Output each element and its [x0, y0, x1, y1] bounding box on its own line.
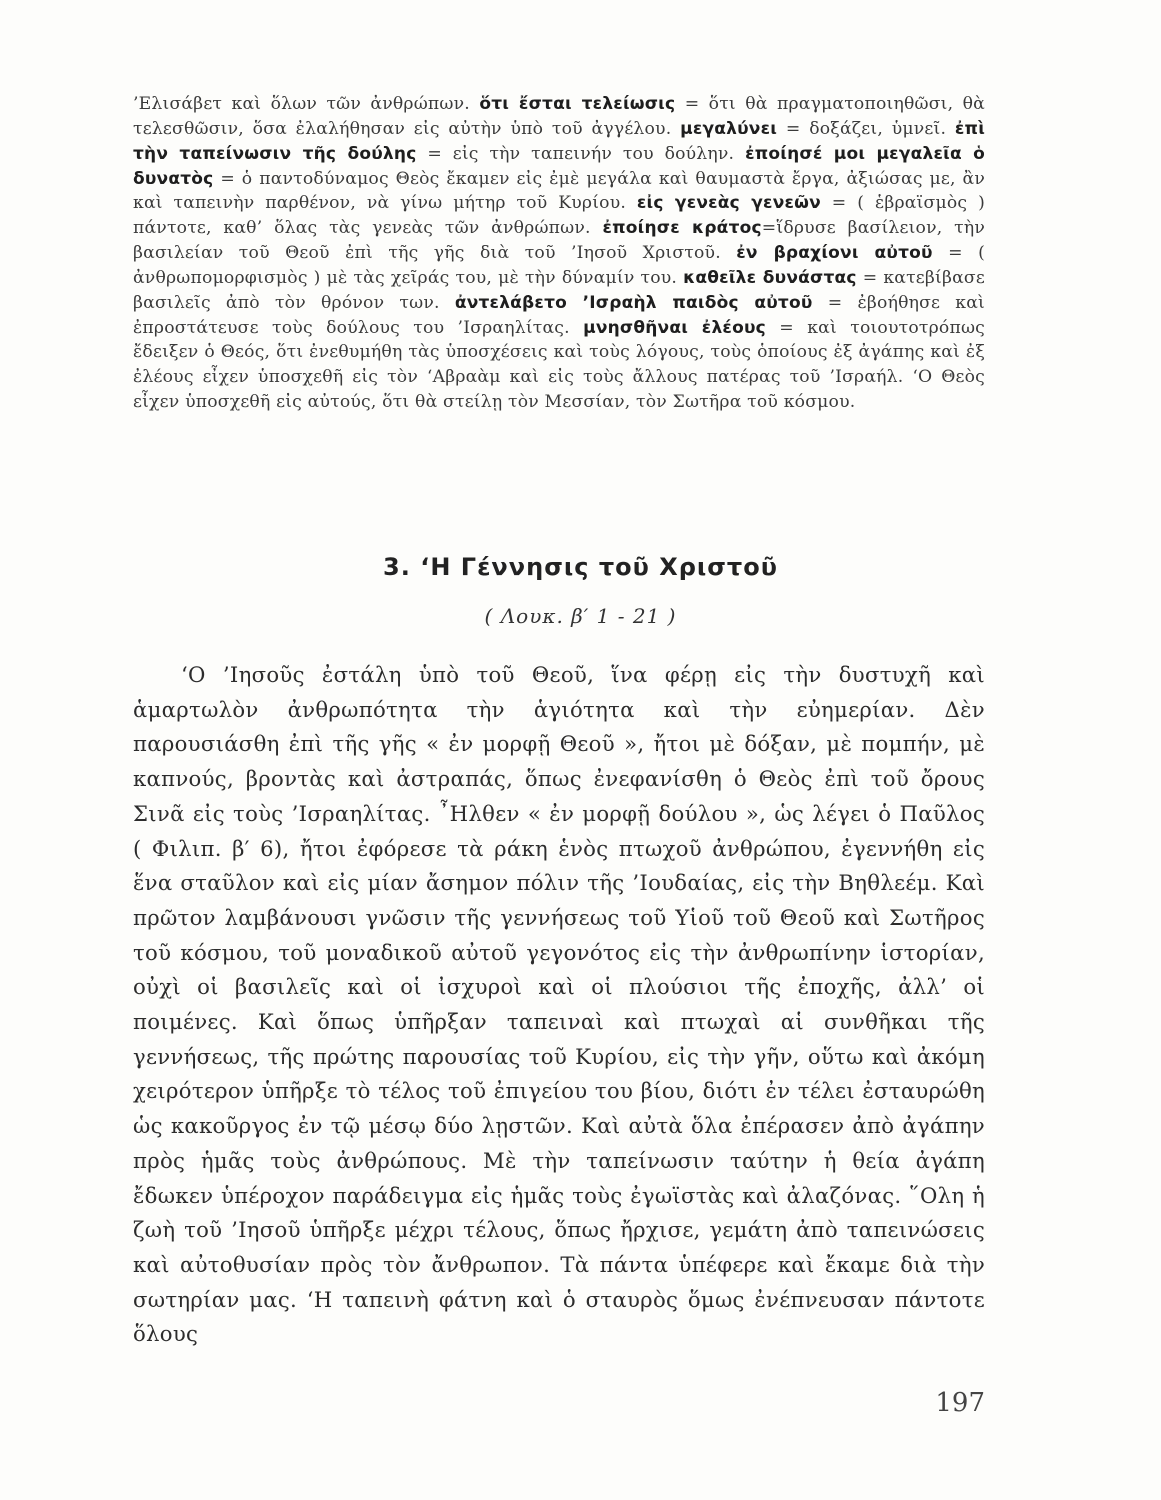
commentary-paragraph	[133, 92, 985, 415]
commentary-text: =ἵδρυσε βασίλειον, τὴν βασιλείαν τοῦ Θεοῦ ἐπὶ τῆς γῆς διὰ τοῦ ’Ιησοῦ Χριστοῦ.	[133, 218, 985, 264]
commentary-term: εἰς γενεὰς γενεῶν	[636, 193, 821, 214]
section-heading: 3. ‘Η Γέννησις τοῦ Χριστοῦ	[383, 553, 778, 581]
commentary-text: = ( ἑβραϊσμὸς ) πάντοτε, καθ’ ὅλας τὰς γενεὰς τῶν ἀνθρώπων.	[133, 193, 985, 239]
commentary-term: ἐποίησε κράτος	[602, 218, 762, 239]
commentary-term: καθεῖλε δυνάστας	[683, 267, 857, 288]
commentary-text: = καὶ τοιουτοτρόπως ἔδειξεν ὁ Θεός, ὅτι ἐνεθυμήθη τὰς ὑποσχέσεις καὶ τοὺς λόγους, τοὺς ὁποίους ἐξ ἀγάπης καὶ ἐξ ἐλέους εἶχεν ὑποσχεθῆ εἰς τὸν ‘Αβραὰμ καὶ εἰς τοὺς ἄλλους πατέρας τοῦ ’Ισραήλ. ‘Ο Θεὸς εἶχεν ὑποσχεθῆ εἰς αὐτούς, ὅτι θὰ στείλῃ τὸν Μεσσίαν, τὸν Σωτῆρα τοῦ κόσμου.	[133, 317, 985, 413]
commentary-text: = δοξάζει, ὑμνεῖ.	[785, 118, 947, 139]
scripture-reference: ( Λουκ. β′ 1 - 21 )	[484, 604, 677, 628]
commentary-text: = κατεβίβασε βασιλεῖς ἀπὸ τὸν θρόνον των.	[133, 267, 985, 313]
commentary-term: ἐποίησέ μοι μεγαλεῖα ὁ δυνατὸς	[133, 143, 985, 189]
commentary-term: ἐπὶ τὴν ταπείνωσιν τῆς δούλης	[133, 118, 986, 164]
main-paragraph: ‘Ο ’Ιησοῦς ἐστάλη ὑπὸ τοῦ Θεοῦ, ἵνα φέρῃ εἰς τὴν δυστυχῆ καὶ ἁμαρτωλὸν ἀνθρωπότητα τὴν ἁγιότητα καὶ τὴν εὐημερίαν. Δὲν παρουσιάσθη ἐπὶ τῆς γῆς « ἐν μορφῇ Θεοῦ », ἤτοι μὲ δόξαν, μὲ πομπήν, μὲ καπνούς, βροντὰς καὶ ἀστραπάς, ὅπως ἐνεφανίσθη ὁ Θεὸς ἐπὶ τοῦ ὄρους Σινᾶ εἰς τοὺς ’Ισραηλίτας. ῏Ηλθεν « ἐν μορφῇ δούλου », ὡς λέγει ὁ Παῦλος ( Φιλιπ. β′ 6), ἤτοι ἐφόρεσε τὰ ράκη ἑνὸς πτωχοῦ ἀνθρώπου, ἐγεννήθη εἰς ἕνα σταῦλον καὶ εἰς μίαν ἄσημον πόλιν τῆς ’Ιουδαίας, εἰς τὴν Βηθλεέμ. Καὶ πρῶτον λαμβάνουσι γνῶσιν τῆς γεννήσεως τοῦ Υἱοῦ τοῦ Θεοῦ καὶ Σωτῆρος τοῦ κόσμου, τοῦ μοναδικοῦ αὐτοῦ γεγονότος εἰς τὴν ἀνθρωπίνην ἱστορίαν, οὐχὶ οἱ βασιλεῖς καὶ οἱ ἰσχυροὶ καὶ οἱ πλούσιοι τῆς ἐποχῆς, ἀλλ’ οἱ ποιμένες. Καὶ ὅπως ὑπῆρξαν ταπειναὶ καὶ πτωχαὶ αἱ συνθῆκαι τῆς γεννήσεως, τῆς πρώτης παρουσίας τοῦ Κυρίου, εἰς τὴν γῆν, οὕτω καὶ ἀκόμη χειρότερον ὑπῆρξε τὸ τέλος τοῦ ἐπιγείου του βίου, διότι ἐν τέλει ἐσταυρώθη ὡς κακοῦργος ἐν τῷ μέσῳ δύο λῃστῶν. Καὶ αὐτὰ ὅλα ἐπέρασεν ἀπὸ ἀγάπην πρὸς ἡμᾶς τοὺς ἀνθρώπους. Μὲ τὴν ταπείνωσιν ταύτην ἡ θεία ἀγάπη ἔδωκεν ὑπέροχον παράδειγμα εἰς ἡμᾶς τοὺς ἐγωϊστὰς καὶ ἀλαζόνας. ῞Ολη ἡ ζωὴ τοῦ ’Ιησοῦ ὑπῆρξε μέχρι τέλους, ὅπως ἤρχισε, γεμάτη ἀπὸ ταπεινώσεις καὶ αὐτοθυσίαν πρὸς τὸν ἄνθρωπον. Τὰ πάντα ὑπέφερε καὶ ἔκαμε διὰ τὴν σωτηρίαν μας. ‘Η ταπεινὴ φάτνη καὶ ὁ σταυρὸς ὅμως ἐνέπνευσαν πάντοτε ὅλους	[133, 662, 985, 1347]
commentary-text: = ἐβοήθησε καὶ ἐπροστάτευσε τοὺς δούλους του ’Ισραηλίτας.	[133, 292, 985, 338]
commentary-term: ὅτι ἔσται τελείωσις	[479, 94, 676, 114]
commentary-text: ’Ελισάβετ καὶ ὅλων τῶν ἀνθρώπων.	[133, 94, 470, 114]
commentary-text: = ( ἀνθρωπομορφισμὸς ) μὲ τὰς χεῖράς του, μὲ τὴν δύναμίν του.	[133, 243, 986, 288]
page-number: 197	[935, 1388, 985, 1418]
commentary-term: μεγαλύνει	[680, 118, 778, 139]
commentary-text: = ὁ παντοδύναμος Θεὸς ἔκαμεν εἰς ἐμὲ μεγάλα καὶ θαυμαστὰ ἔργα, ἀξιώσας με, ἂν καὶ ταπεινὴν παρθένον, νὰ γίνω μήτηρ τοῦ Κυρίου.	[133, 168, 985, 214]
commentary-text: = ὅτι θὰ πραγματοποιηθῶσι, θὰ τελεσθῶσιν, ὅσα ἐλαλήθησαν εἰς αὐτὴν ὑπὸ τοῦ ἀγγέλου.	[133, 94, 985, 139]
commentary-term: μνησθῆναι ἐλέους	[583, 317, 766, 338]
commentary-text: = εἰς τὴν ταπεινήν του δούλην.	[427, 143, 735, 164]
commentary-term: ἐν βραχίονι αὐτοῦ	[736, 243, 933, 264]
commentary-term: ἀντελάβετο ’Ισραὴλ παιδὸς αὐτοῦ	[454, 292, 813, 313]
